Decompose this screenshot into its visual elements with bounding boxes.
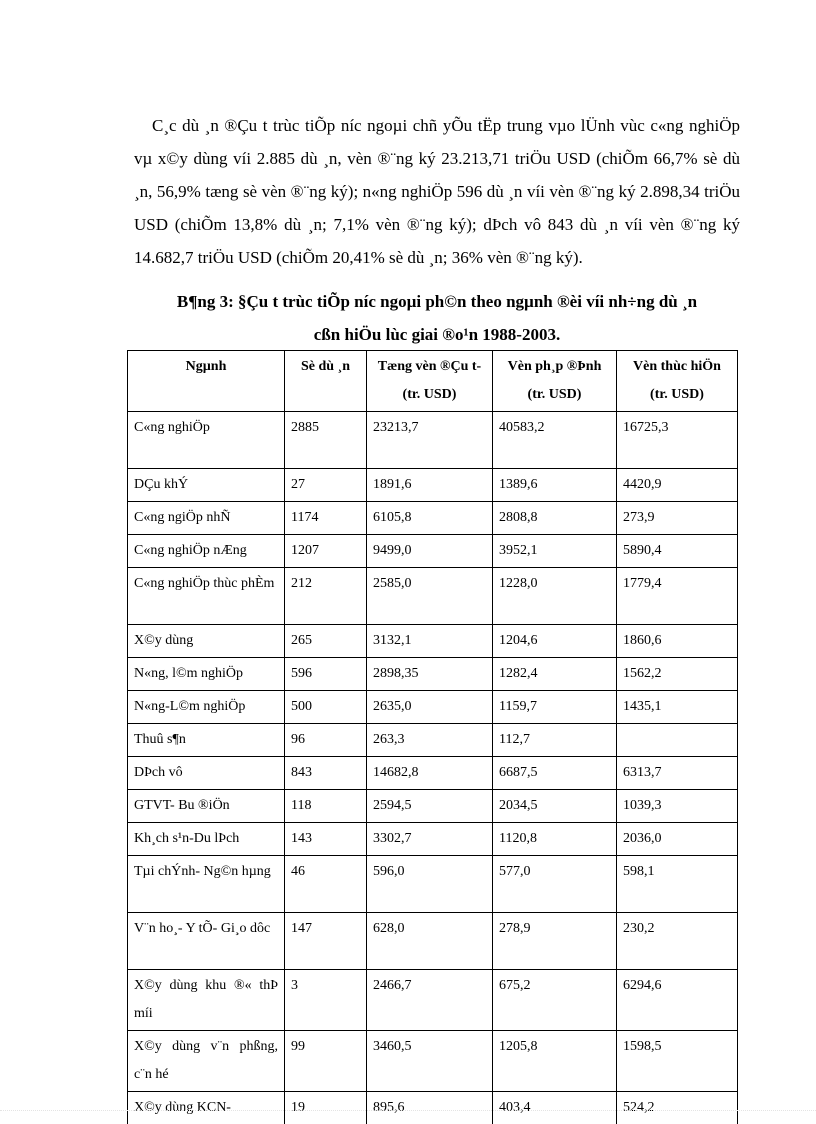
cell-realized: 4420,9 [617, 469, 738, 502]
cell-sector: V¨n ho¸- Y tÕ- Gi¸o dôc [128, 913, 285, 970]
cell-legal: 112,7 [493, 724, 617, 757]
table-row [128, 790, 738, 823]
cell-legal: 675,2 [493, 970, 617, 1031]
table-row [128, 1031, 738, 1092]
table-row [128, 535, 738, 568]
cell-legal: 278,9 [493, 913, 617, 970]
cell-legal: 2808,8 [493, 502, 617, 535]
cell-sector: N«ng-L©m nghiÖp [128, 691, 285, 724]
table-row [128, 658, 738, 691]
cell-legal: 1282,4 [493, 658, 617, 691]
cell-projects: 500 [285, 691, 367, 724]
cell-projects: 143 [285, 823, 367, 856]
cell-realized: 2036,0 [617, 823, 738, 856]
cell-total: 3302,7 [367, 823, 493, 856]
cell-sector: DÞch vô [128, 757, 285, 790]
cell-sector: C«ng nghiÖp nÆng [128, 535, 285, 568]
cell-legal: 1204,6 [493, 625, 617, 658]
cell-total: 3132,1 [367, 625, 493, 658]
cell-total: 14682,8 [367, 757, 493, 790]
table-row [128, 691, 738, 724]
cell-sector: Thuû s¶n [128, 724, 285, 757]
table-row [128, 757, 738, 790]
cell-legal: 3952,1 [493, 535, 617, 568]
cell-legal: 2034,5 [493, 790, 617, 823]
cell-legal: 1159,7 [493, 691, 617, 724]
cell-realized: 598,1 [617, 856, 738, 913]
cell-sector: X©y dùng [128, 625, 285, 658]
cell-projects: 96 [285, 724, 367, 757]
cell-total: 2585,0 [367, 568, 493, 625]
cell-sector: DÇu khÝ [128, 469, 285, 502]
cell-total: 895,6 [367, 1092, 493, 1124]
header-legal-capital: Vèn ph¸p ®Þnh (tr. USD) [493, 351, 617, 412]
cell-realized: 1860,6 [617, 625, 738, 658]
table-row [128, 856, 738, 913]
cell-realized: 524,2 [617, 1092, 738, 1124]
cell-projects: 1174 [285, 502, 367, 535]
cell-total: 1891,6 [367, 469, 493, 502]
table-row [128, 568, 738, 625]
header-sector: Ngµnh [128, 351, 285, 412]
cell-total: 2594,5 [367, 790, 493, 823]
table-row [128, 1092, 738, 1124]
cell-projects: 19 [285, 1092, 367, 1124]
cell-realized: 6313,7 [617, 757, 738, 790]
cell-projects: 212 [285, 568, 367, 625]
cell-total: 2898,35 [367, 658, 493, 691]
cell-realized: 16725,3 [617, 412, 738, 469]
cell-total: 263,3 [367, 724, 493, 757]
cell-legal: 40583,2 [493, 412, 617, 469]
table-row [128, 625, 738, 658]
cell-sector: X©y dùng v¨n phßng, c¨n hé [128, 1031, 285, 1092]
cell-realized [617, 724, 738, 757]
cell-legal: 1389,6 [493, 469, 617, 502]
cell-sector: GTVT- Bu ®iÖn [128, 790, 285, 823]
cell-sector: C«ng nghiÖp [128, 412, 285, 469]
cell-projects: 596 [285, 658, 367, 691]
cell-total: 628,0 [367, 913, 493, 970]
cell-legal: 1205,8 [493, 1031, 617, 1092]
cell-total: 2635,0 [367, 691, 493, 724]
cell-projects: 1207 [285, 535, 367, 568]
cell-total: 9499,0 [367, 535, 493, 568]
cell-total: 2466,7 [367, 970, 493, 1031]
cell-realized: 5890,4 [617, 535, 738, 568]
table-row [128, 469, 738, 502]
cell-projects: 843 [285, 757, 367, 790]
cell-projects: 3 [285, 970, 367, 1031]
cell-projects: 27 [285, 469, 367, 502]
cell-realized: 1562,2 [617, 658, 738, 691]
cell-projects: 265 [285, 625, 367, 658]
table-row [128, 913, 738, 970]
cell-realized: 1598,5 [617, 1031, 738, 1092]
cell-projects: 2885 [285, 412, 367, 469]
cell-sector: X©y dùng khu ®« thÞ míi [128, 970, 285, 1031]
cell-realized: 1779,4 [617, 568, 738, 625]
cell-sector: C«ng ngiÖp nhÑ [128, 502, 285, 535]
cell-projects: 46 [285, 856, 367, 913]
cell-projects: 118 [285, 790, 367, 823]
cell-realized: 1039,3 [617, 790, 738, 823]
cell-legal: 6687,5 [493, 757, 617, 790]
cell-sector: Kh¸ch s¹n-Du lÞch [128, 823, 285, 856]
cell-legal: 1228,0 [493, 568, 617, 625]
table-row [128, 502, 738, 535]
cell-realized: 1435,1 [617, 691, 738, 724]
caption-line-1: B¶ng 3: §Çu t trùc tiÕp níc ngoµi ph©n theo ngµnh ®èi víi nh÷ng dù ¸n [130, 285, 744, 318]
table-row [128, 412, 738, 469]
caption-line-2: cßn hiÖu lùc giai ®o¹n 1988-2003. [130, 318, 744, 351]
table-row [128, 724, 738, 757]
cell-total: 6105,8 [367, 502, 493, 535]
cell-projects: 147 [285, 913, 367, 970]
cell-realized: 230,2 [617, 913, 738, 970]
cell-legal: 403,4 [493, 1092, 617, 1124]
header-realized-capital: Vèn thùc hiÖn (tr. USD) [617, 351, 738, 412]
table-row [128, 823, 738, 856]
cell-sector: N«ng, l©m nghiÖp [128, 658, 285, 691]
table-row [128, 970, 738, 1031]
cell-legal: 1120,8 [493, 823, 617, 856]
cell-total: 596,0 [367, 856, 493, 913]
cell-legal: 577,0 [493, 856, 617, 913]
body-paragraph: C¸c dù ¸n ®Çu t trùc tiÕp níc ngoµi chñ yÕu tËp trung vµo lÜnh vùc c«ng nghiÖp vµ x©y dùng víi 2.885 dù ¸n, vèn ®¨ng ký 23.213,71 triÖu USD (chiÕm 66,7% sè dù ¸n, 56,9% tæng sè vèn ®¨ng ký); n«ng nghiÖp 596 dù ¸n víi vèn ®¨ng ký 2.898,34 triÖu USD (chiÕm 13,8% dù ¸n; 7,1% vèn ®¨ng ký); dÞch vô 843 dù ¸n víi vèn ®¨ng ký 14.682,7 triÖu USD (chiÕm 20,41% sè dù ¸n; 36% vèn ®¨ng ký). [134, 109, 740, 274]
cell-sector: Tµi chÝnh- Ng©n hµng [128, 856, 285, 913]
cell-total: 23213,7 [367, 412, 493, 469]
cell-realized: 273,9 [617, 502, 738, 535]
cell-sector: C«ng nghiÖp thùc phÈm [128, 568, 285, 625]
cell-projects: 99 [285, 1031, 367, 1092]
table-caption [130, 285, 744, 351]
cell-total: 3460,5 [367, 1031, 493, 1092]
header-total-capital: Tæng vèn ®Çu t (tr. USD) [367, 351, 493, 412]
cell-realized: 6294,6 [617, 970, 738, 1031]
page-bottom-divider [0, 1110, 816, 1112]
fdi-by-sector-table [127, 350, 738, 1124]
cell-sector: X©y dùng KCN- [128, 1092, 285, 1124]
header-project-count: Sè dù ¸n [285, 351, 367, 412]
table-header-row [128, 351, 738, 412]
